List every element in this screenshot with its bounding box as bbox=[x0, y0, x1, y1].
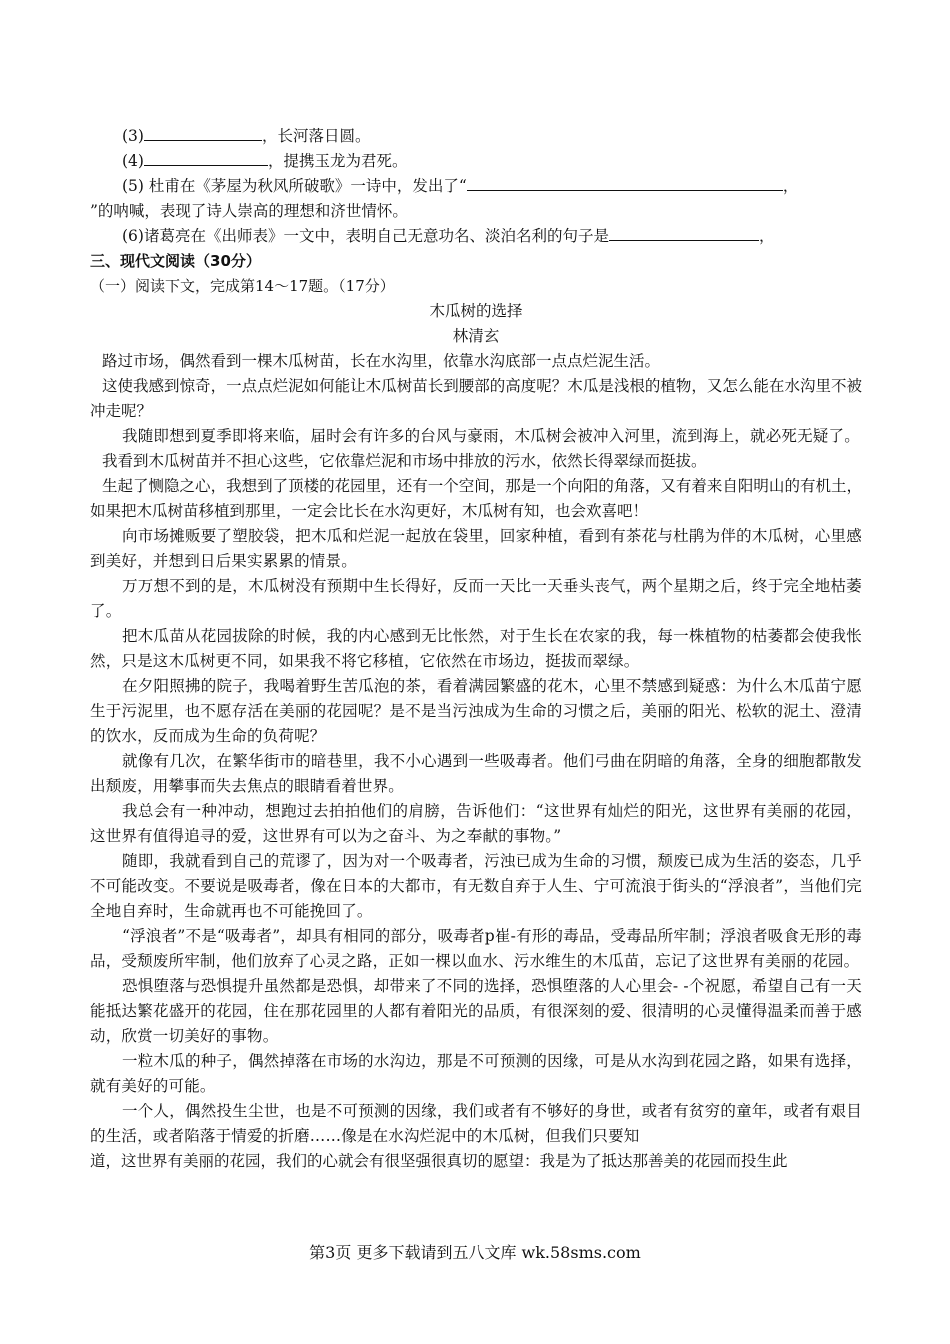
article-author: 林清玄 bbox=[452, 327, 500, 345]
question-5-tail: ”的呐喊，表现了诗人崇高的理想和济世情怀。 bbox=[90, 202, 408, 220]
answer-blank[interactable] bbox=[190, 151, 268, 166]
article-paragraph: 生起了恻隐之心，我想到了顶楼的花园里，还有一个空间，那是一个向阳的角落，又有着来自阳明山的有机土，如果把木瓜树苗移植到那里，一定会比长在水沟更好，木瓜树有知，也会欢喜吧！ bbox=[90, 477, 862, 520]
question-6-text: (6)诸葛亮在《出师表》一文中，表明自己无意功名、淡泊名利的句子是 bbox=[122, 227, 609, 245]
question-3 bbox=[90, 124, 862, 149]
article-paragraph: 在夕阳照拂的院子，我喝着野生苦瓜泡的茶，看着满园繁盛的花木，心里不禁感到疑惑：为什么木瓜苗宁愿生于污泥里，也不愿存活在美丽的花园呢？是不是当污浊成为生命的习惯之后，美丽的阳光、松软的泥土、澄清的饮水，反而成为生命的负荷呢？ bbox=[90, 677, 862, 745]
question-4-number: (4) bbox=[122, 152, 144, 170]
question-5-text: (5) 杜甫在《茅屋为秋风所破歌》一诗中，发出了“ bbox=[122, 177, 467, 195]
answer-blank[interactable] bbox=[467, 176, 783, 191]
article-paragraph: 随即，我就看到自己的荒谬了，因为对一个吸毒者，污浊已成为生命的习惯，颓废已成为生活的姿态，几乎不可能改变。不要说是吸毒者，像在日本的大都市，有无数自弃于人生、宁可流浪于街头的“浮浪者”，当他们完全地自弃时，生命就再也不可能挽回了。 bbox=[90, 852, 862, 920]
article-paragraph: 向市场摊贩要了塑胶袋，把木瓜和烂泥一起放在袋里，回家种植，看到有茶花与杜鹃为伴的木瓜树，心里感到美好，并想到日后果实累累的情景。 bbox=[90, 527, 862, 570]
article-paragraph: 一个人，偶然投生尘世，也是不可预测的因缘，我们或者有不够好的身世，或者有贫穷的童年，或者有艰目的生活，或者陷落于情爱的折磨……像是在水沟烂泥中的木瓜树，但我们只要知 bbox=[90, 1102, 862, 1145]
article-paragraph: 路过市场，偶然看到一棵木瓜树苗，长在水沟里，依靠水沟底部一点点烂泥生活。 bbox=[102, 352, 661, 370]
question-5 bbox=[90, 174, 862, 199]
question-6-tail: ， bbox=[758, 227, 775, 245]
article-paragraph: 我总会有一种冲动，想跑过去拍拍他们的肩膀，告诉他们：“这世界有灿烂的阳光，这世界有美丽的花园，这世界有值得追寻的爱，这世界有可以为之奋斗、为之奉献的事物。” bbox=[90, 802, 862, 845]
question-6 bbox=[90, 224, 862, 249]
question-3-number: (3) bbox=[122, 127, 144, 145]
article-paragraph: 就像有几次，在繁华街市的暗巷里，我不小心遇到一些吸毒者。他们弓曲在阴暗的角落，全身的细胞都散发出颓废，用攀事而失去焦点的眼睛看着世界。 bbox=[90, 752, 862, 795]
article-paragraph: 把木瓜苗从花园拔除的时候，我的内心感到无比怅然，对于生长在农家的我，每一株植物的枯萎都会使我怅然，只是这木瓜树更不同，如果我不将它移植，它依然在市场边，挺拔而翠绿。 bbox=[90, 627, 862, 670]
document-page bbox=[90, 124, 862, 1174]
question-4 bbox=[90, 149, 862, 174]
article-paragraph: 万万想不到的是，木瓜树没有预期中生长得好，反而一天比一天垂头丧气，两个星期之后，终于完全地枯萎了。 bbox=[90, 577, 862, 620]
article-title: 木瓜树的选择 bbox=[429, 302, 523, 320]
section-subheading: （一）阅读下文，完成第14～17题。（17分） bbox=[90, 277, 395, 295]
section-heading: 三、现代文阅读（30分） bbox=[90, 252, 261, 270]
question-4-text: ，提携玉龙为君死。 bbox=[267, 152, 408, 170]
article-paragraph: 我看到木瓜树苗并不担心这些，它依靠烂泥和市场中排放的污水，依然长得翠绿而挺拔。 bbox=[102, 452, 707, 470]
article-paragraph: 我随即想到夏季即将来临，届时会有许多的台风与豪雨，木瓜树会被冲入河里，流到海上，就必死无疑了。 bbox=[122, 427, 860, 445]
answer-blank[interactable] bbox=[609, 226, 759, 241]
question-3-text: ，长河落日圆。 bbox=[261, 127, 371, 145]
answer-blank[interactable] bbox=[144, 126, 262, 141]
answer-blank[interactable] bbox=[144, 151, 190, 166]
article-paragraph: “浮浪者”不是“吸毒者”，却具有相同的部分，吸毒者p崔-有形的毒品，受毒品所牢制；浮浪者吸食无形的毒品，受颓废所牢制，他们放弃了心灵之路，正如一棵以血水、污水维生的木瓜苗，忘记了这世界有美丽的花园。 bbox=[90, 927, 862, 970]
question-5-comma: ， bbox=[782, 177, 799, 195]
article-paragraph: 恐惧堕落与恐惧提升虽然都是恐惧，却带来了不同的选择，恐惧堕落的人心里会- -个祝愿，希望自己有一天能抵达繁花盛开的花园，住在那花园里的人都有着阳光的品质，有很深刻的爱、很清明的心灵懂得温柔而善于感动，欣赏一切美好的事物。 bbox=[90, 977, 862, 1045]
article-paragraph: 一粒木瓜的种子，偶然掉落在市场的水沟边，那是不可预测的因缘，可是从水沟到花园之路，如果有选择，就有美好的可能。 bbox=[90, 1052, 862, 1095]
page-footer: 第3页 更多下载请到五八文库 wk.58sms.com bbox=[309, 1243, 641, 1262]
article-paragraph: 这使我感到惊奇，一点点烂泥如何能让木瓜树苗长到腰部的高度呢？木瓜是浅根的植物，又怎么能在水沟里不被冲走呢？ bbox=[90, 377, 862, 420]
article-paragraph: 道，这世界有美丽的花园，我们的心就会有很坚强很真切的愿望：我是为了抵达那善美的花园而投生此 bbox=[90, 1152, 788, 1170]
question-5-continued bbox=[90, 199, 862, 224]
